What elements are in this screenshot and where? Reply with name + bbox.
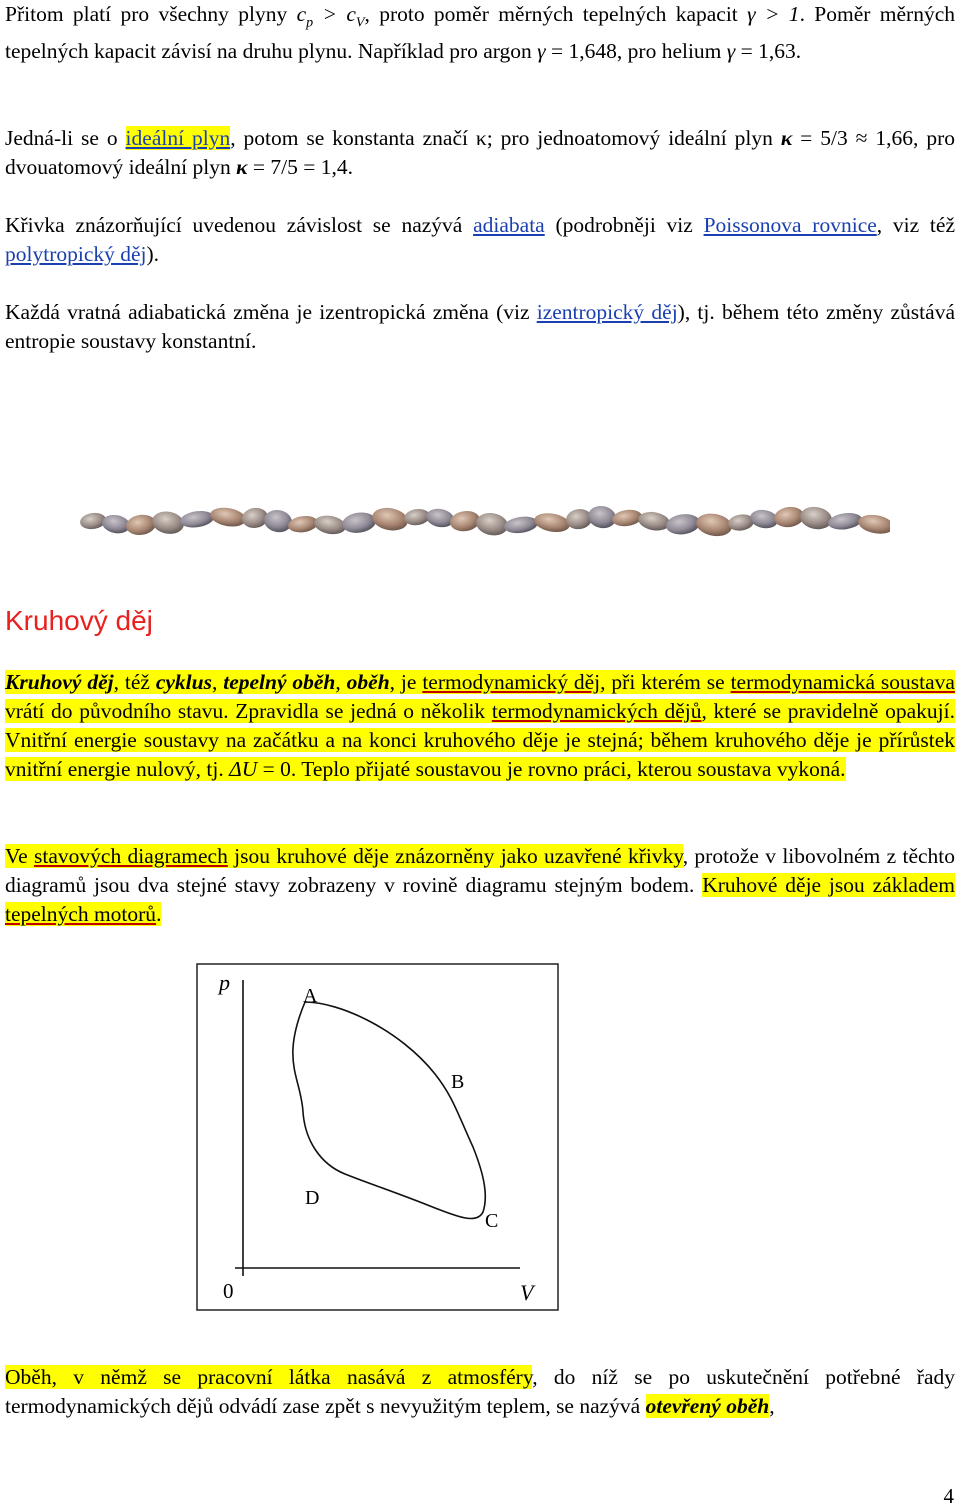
term: Kruhový děj bbox=[5, 670, 114, 694]
symbol-kappa: κ bbox=[780, 126, 793, 150]
text: Přitom platí pro všechny plyny bbox=[5, 2, 297, 26]
pebble-icon bbox=[262, 508, 293, 535]
paragraph-adiabata bbox=[5, 211, 955, 269]
text: . Poměr měrných tepelných kapacit závisí na druhu plynu. Například pro argon bbox=[5, 2, 955, 64]
text: = 5/3 ≈ 1,66, pro dvouatomový ideální plyn bbox=[5, 126, 955, 179]
pebble-icon bbox=[150, 509, 185, 536]
link-tepelnych-motoru[interactable]: tepelných motorů bbox=[5, 902, 157, 926]
pebble-icon bbox=[827, 511, 863, 532]
math-cp: $c_p > c_V$ bbox=[296, 2, 365, 31]
term-otevreny-obeh: otevřený oběh bbox=[645, 1394, 770, 1418]
pebble-icon bbox=[313, 513, 348, 536]
origin-label: 0 bbox=[223, 1279, 234, 1303]
pebble-icon bbox=[370, 505, 409, 533]
point-label-d: D bbox=[305, 1187, 320, 1209]
text: , viz též bbox=[876, 213, 955, 237]
pv-diagram bbox=[195, 962, 560, 1312]
link-termodynamickych-deju[interactable]: termodynamických dějů bbox=[491, 699, 702, 723]
text: , protože v libovolném z těchto diagramů jsou dva stejné stavy zobrazeny v rovině diagramu stejným bodem. bbox=[5, 844, 956, 897]
link-stavovych-diagramech[interactable]: stavových diagramech bbox=[34, 844, 228, 868]
paragraph-ideal-gas bbox=[5, 124, 955, 182]
link-polytropicky-dej[interactable]: polytropický děj bbox=[5, 242, 147, 266]
pebble-icon bbox=[474, 511, 509, 538]
text: = 7/5 = 1,4. bbox=[247, 155, 353, 179]
link-idealni-plyn[interactable]: ideální plyn bbox=[125, 126, 231, 150]
pebble-icon bbox=[209, 505, 248, 529]
pebble-icon bbox=[503, 515, 539, 536]
pebble-icon bbox=[694, 511, 733, 539]
text: , proto poměr měrných tepelných kapacit bbox=[364, 2, 748, 26]
term: cyklus bbox=[155, 670, 212, 694]
math-gamma: γ > 1 bbox=[747, 2, 800, 26]
pebble-icon bbox=[287, 514, 319, 534]
pebble-icon bbox=[857, 512, 890, 536]
link-termodynamicky-dej[interactable]: termodynamický děj bbox=[422, 670, 601, 694]
section-heading: Kruhový děj bbox=[5, 605, 153, 636]
paragraph-stavove-diagramy: Ve stavových diagramech jsou kruhové děje znázorněny jako uzavřené křivky, protože v libovolném z těchto diagramů jsou dva stejné stavy zobrazeny v rovině diagramu stejným bodem. Kruhové děje jsou základem tepelných motorů. bbox=[5, 844, 956, 926]
axis-label-p: p bbox=[219, 970, 230, 995]
point-label-c: C bbox=[485, 1210, 499, 1232]
pebble-divider-icon bbox=[70, 497, 890, 545]
pebble-icon bbox=[637, 510, 672, 533]
pebble-icon bbox=[341, 510, 377, 535]
text: , potom se konstanta značí κ; pro jednoatomový ideální plyn bbox=[230, 126, 781, 150]
diagram-frame bbox=[197, 964, 558, 1310]
pebble-icon bbox=[665, 512, 701, 537]
term: tepelný oběh bbox=[223, 670, 336, 694]
paragraph-kruhovy-dej: Kruhový děj, též cyklus, tepelný oběh, oběh, je termodynamický děj, při kterém se termodynamická soustava vrátí do původního stavu. Zpravidla se jedná o několik termodynamických dějů, které se pravidelně opakují. Vnitřní energie soustavy na začátku a na konci kruhového děje je stejná; během kruhového děje je přírůstek vnitřní energie nulový, tj. ΔU = 0. Teplo přijaté soustavou je rovno práci, kterou soustava vykoná. bbox=[5, 670, 955, 781]
text: ). bbox=[146, 242, 160, 266]
term: oběh bbox=[346, 670, 390, 694]
text: , do níž se po uskutečnění potřebné řady termodynamických dějů odvádí zase zpět s nevyužitým teplem, se nazývá bbox=[5, 1365, 955, 1418]
link-izentropicky-dej[interactable]: izentropický děj bbox=[536, 300, 678, 324]
link-adiabata[interactable]: adiabata bbox=[473, 213, 545, 237]
axis-label-v: V bbox=[520, 1280, 534, 1305]
pebble-icon bbox=[125, 513, 157, 537]
text: ), tj. během této změny zůstává entropie soustavy konstantní. bbox=[5, 300, 955, 353]
pebble-icon bbox=[533, 511, 572, 535]
text: (podrobněji viz bbox=[544, 213, 704, 237]
paragraph-izentropicka bbox=[5, 298, 955, 356]
text-highlight: Oběh, v němž se pracovní látka nasává z atmosféry bbox=[5, 1365, 533, 1389]
text: , bbox=[769, 1394, 775, 1418]
text: Jedná-li se o bbox=[5, 126, 126, 150]
paragraph-otevreny-obeh bbox=[5, 1363, 955, 1421]
text: Každá vratná adiabatická změna je izentropická změna (viz bbox=[5, 300, 537, 324]
pebble-icon bbox=[611, 508, 643, 528]
pebble-icon bbox=[179, 509, 215, 530]
point-label-b: B bbox=[451, 1071, 465, 1093]
symbol-gamma: γ bbox=[537, 39, 546, 64]
symbol-kappa: κ bbox=[236, 155, 248, 179]
link-poissonova-rovnice[interactable]: Poissonova rovnice bbox=[703, 213, 877, 237]
page-number: 4 bbox=[943, 1484, 954, 1508]
text: Křivka znázorňující uvedenou závislost se nazývá bbox=[5, 213, 474, 237]
symbol-gamma: γ bbox=[726, 39, 736, 64]
point-label-a: A bbox=[303, 985, 318, 1007]
text: = 1,63. bbox=[735, 39, 802, 64]
paragraph-gamma bbox=[5, 0, 955, 66]
math-delta-u: ΔU bbox=[229, 757, 258, 781]
pebble-icon bbox=[798, 504, 833, 531]
text: = 1,648, pro helium bbox=[545, 39, 727, 64]
pebble-icon bbox=[425, 507, 456, 530]
link-termodynamicka-soustava[interactable]: termodynamická soustava bbox=[730, 670, 955, 694]
